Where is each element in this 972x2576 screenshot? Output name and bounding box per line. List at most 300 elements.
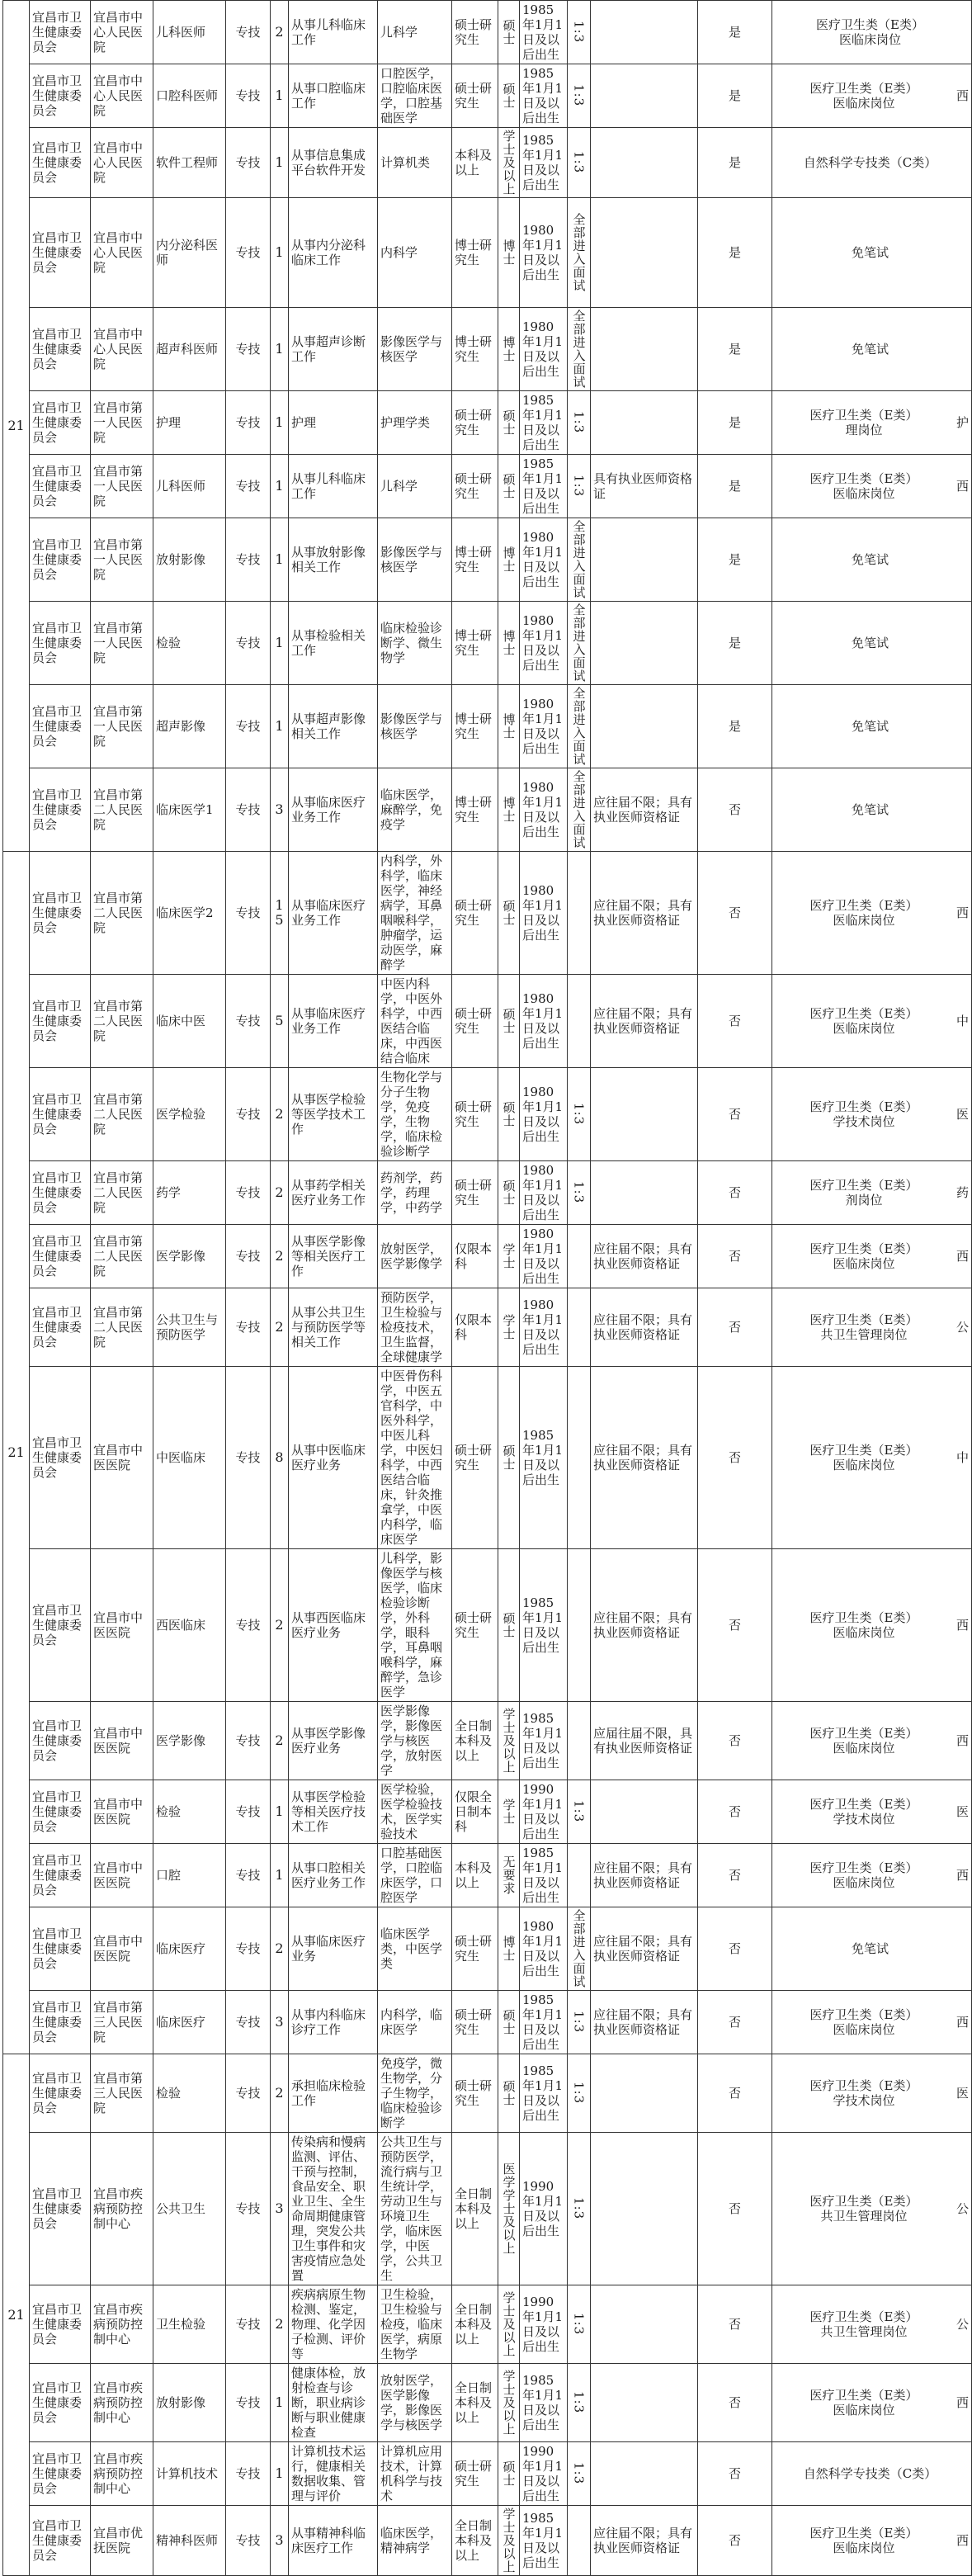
employer-cell: 宜昌市中医医院 xyxy=(91,1367,153,1549)
table-body xyxy=(3,1,972,2576)
age-limit-cell: 1985年1月1日及以后出生 xyxy=(520,128,568,198)
education-cell: 博士研究生 xyxy=(452,768,498,852)
interview-ratio-cell: 1:3 xyxy=(568,2364,591,2442)
degree-cell: 学士及以上 xyxy=(498,2506,520,2576)
post-name-cell: 口腔 xyxy=(153,1844,226,1907)
age-limit-cell: 1985年1月1日及以后出生 xyxy=(520,1367,568,1549)
major-cell: 影像医学与核医学 xyxy=(378,518,452,602)
table-row xyxy=(3,518,972,602)
exam-subcategory-mark: 医 xyxy=(956,1804,970,1819)
degree-cell: 博士 xyxy=(498,685,520,768)
degree-cell: 硕士 xyxy=(498,2442,520,2506)
competent-dept-cell: 宜昌市卫生健康委员会 xyxy=(30,2506,91,2576)
quota-cell: 1 xyxy=(271,602,289,685)
exam-category-cell xyxy=(772,1,972,64)
exam-category-line: 医临床岗位 xyxy=(833,913,895,928)
age-limit-cell: 1980年1月1日及以后出生 xyxy=(520,768,568,852)
major-cell: 儿科学 xyxy=(378,1,452,64)
other-requirements-cell xyxy=(591,2442,698,2506)
major-cell: 公共卫生与预防医学，流行病与卫生统计学，劳动卫生与环境卫生学，临床医学，中医学，公共卫生 xyxy=(378,2133,452,2285)
exam-category-cell xyxy=(772,2285,972,2364)
employer-cell: 宜昌市第二人民医院 xyxy=(91,1288,153,1367)
fresh-grad-flag-cell: 否 xyxy=(698,2442,772,2506)
age-limit-cell: 1985年1月1日及以后出生 xyxy=(520,1991,568,2054)
interview-ratio-cell: 全部进入面试 xyxy=(568,518,591,602)
exam-category-line: 医疗卫生类（E类） xyxy=(809,1178,918,1193)
interview-ratio-cell: 1:3 xyxy=(568,1161,591,1225)
age-limit-cell: 1980年1月1日及以后出生 xyxy=(520,308,568,391)
degree-cell: 硕士 xyxy=(498,391,520,455)
education-cell: 硕士研究生 xyxy=(452,1,498,64)
interview-ratio-cell xyxy=(568,2506,591,2576)
exam-subcategory-mark: 护 xyxy=(956,415,970,430)
competent-dept-cell: 宜昌市卫生健康委员会 xyxy=(30,685,91,768)
major-cell: 口腔医学，口腔临床医学，口腔基础医学 xyxy=(378,64,452,128)
interview-ratio-cell xyxy=(568,1225,591,1288)
degree-cell: 博士 xyxy=(498,518,520,602)
table-row xyxy=(3,852,972,975)
employer-cell: 宜昌市中心人民医院 xyxy=(91,308,153,391)
exam-category-text xyxy=(775,1610,953,1640)
major-cell: 影像医学与核医学 xyxy=(378,685,452,768)
other-requirements-cell: 应往届不限；具有执业医师资格证 xyxy=(591,1991,698,2054)
exam-category-line: 自然科学专技类（C类） xyxy=(803,2466,937,2481)
fresh-grad-flag-cell: 否 xyxy=(698,768,772,852)
job-duties-cell: 从事临床医疗业务工作 xyxy=(289,768,378,852)
competent-dept-cell: 宜昌市卫生健康委员会 xyxy=(30,768,91,852)
major-cell: 内科学 xyxy=(378,198,452,308)
degree-cell: 学士及以上 xyxy=(498,2285,520,2364)
job-duties-cell: 从事精神科临床医疗工作 xyxy=(289,2506,378,2576)
employer-cell: 宜昌市第二人民医院 xyxy=(91,975,153,1068)
employer-cell: 宜昌市中医医院 xyxy=(91,1780,153,1844)
age-limit-cell: 1980年1月1日及以后出生 xyxy=(520,1907,568,1991)
employer-cell: 宜昌市第三人民医院 xyxy=(91,2054,153,2133)
exam-category-cell xyxy=(772,198,972,308)
exam-category-line: 医疗卫生类（E类） xyxy=(809,408,918,423)
other-requirements-cell xyxy=(591,602,698,685)
employer-cell: 宜昌市中医医院 xyxy=(91,1844,153,1907)
exam-category-line: 医临床岗位 xyxy=(833,486,895,501)
fresh-grad-flag-cell: 否 xyxy=(698,2285,772,2364)
other-requirements-cell: 应往届不限；具有执业医师资格证 xyxy=(591,852,698,975)
quota-cell: 1 xyxy=(271,518,289,602)
table-row xyxy=(3,975,972,1068)
fresh-grad-flag-cell: 是 xyxy=(698,198,772,308)
quota-cell: 1 xyxy=(271,685,289,768)
exam-category-cell xyxy=(772,852,972,975)
degree-cell: 无要求 xyxy=(498,1844,520,1907)
other-requirements-cell xyxy=(591,518,698,602)
job-duties-cell: 从事信息集成平台软件开发 xyxy=(289,128,378,198)
degree-cell: 学士 xyxy=(498,1225,520,1288)
employer-cell: 宜昌市第一人民医院 xyxy=(91,455,153,518)
age-limit-cell: 1985年1月1日及以后出生 xyxy=(520,1,568,64)
employer-cell: 宜昌市第二人民医院 xyxy=(91,768,153,852)
job-duties-cell: 从事临床医疗业务工作 xyxy=(289,975,378,1068)
fresh-grad-flag-cell: 否 xyxy=(698,1161,772,1225)
post-type-cell: 专技 xyxy=(226,1549,271,1702)
interview-ratio-cell: 全部进入面试 xyxy=(568,308,591,391)
other-requirements-cell: 具有执业医师资格证 xyxy=(591,455,698,518)
major-cell: 药剂学，药学，药理学，中药学 xyxy=(378,1161,452,1225)
major-cell: 医学影像学，影像医学与核医学，放射医学 xyxy=(378,1702,452,1780)
other-requirements-cell: 应往届不限；具有执业医师资格证 xyxy=(591,1844,698,1907)
competent-dept-cell: 宜昌市卫生健康委员会 xyxy=(30,1907,91,1991)
exam-category-line: 医疗卫生类（E类） xyxy=(809,1797,918,1812)
education-cell: 硕士研究生 xyxy=(452,852,498,975)
exam-category-cell xyxy=(772,975,972,1068)
education-cell: 仅限本科 xyxy=(452,1288,498,1367)
major-cell: 免疫学，微生物学，分子生物学，临床检验诊断学 xyxy=(378,2054,452,2133)
table-row xyxy=(3,1702,972,1780)
competent-dept-cell: 宜昌市卫生健康委员会 xyxy=(30,1844,91,1907)
job-duties-cell: 疾病病原生物检测、鉴定，物理、化学因子检测、评价等 xyxy=(289,2285,378,2364)
post-type-cell: 专技 xyxy=(226,1702,271,1780)
other-requirements-cell xyxy=(591,1780,698,1844)
exam-category-line: 医疗卫生类（E类） xyxy=(809,1610,918,1625)
major-cell: 临床医学，麻醉学，免疫学 xyxy=(378,768,452,852)
age-limit-cell: 1980年1月1日及以后出生 xyxy=(520,975,568,1068)
quota-cell: 1 xyxy=(271,1780,289,1844)
education-cell: 全日制本科及以上 xyxy=(452,2506,498,2576)
education-cell: 硕士研究生 xyxy=(452,1367,498,1549)
exam-category-text xyxy=(775,342,965,357)
other-requirements-cell xyxy=(591,2133,698,2285)
education-cell: 硕士研究生 xyxy=(452,391,498,455)
competent-dept-cell: 宜昌市卫生健康委员会 xyxy=(30,1288,91,1367)
other-requirements-cell: 应往届不限；具有执业医师资格证 xyxy=(591,1549,698,1702)
job-duties-cell: 从事口腔相关医疗业务工作 xyxy=(289,1844,378,1907)
job-duties-cell: 从事超声诊断工作 xyxy=(289,308,378,391)
exam-category-text xyxy=(775,2007,953,2037)
exam-category-line: 医疗卫生类（E类） xyxy=(809,1241,918,1256)
table-row xyxy=(3,1549,972,1702)
exam-subcategory-mark: 西 xyxy=(956,905,970,920)
exam-category-text xyxy=(775,1178,953,1208)
degree-cell: 硕士 xyxy=(498,852,520,975)
quota-cell: 5 xyxy=(271,975,289,1068)
fresh-grad-flag-cell: 是 xyxy=(698,518,772,602)
table-row xyxy=(3,1907,972,1991)
post-name-cell: 儿科医师 xyxy=(153,455,226,518)
job-duties-cell: 从事儿科临床工作 xyxy=(289,455,378,518)
age-limit-cell: 1980年1月1日及以后出生 xyxy=(520,1161,568,1225)
job-duties-cell: 从事内科临床诊疗工作 xyxy=(289,1991,378,2054)
education-cell: 硕士研究生 xyxy=(452,455,498,518)
employer-cell: 宜昌市中心人民医院 xyxy=(91,64,153,128)
fresh-grad-flag-cell: 是 xyxy=(698,1,772,64)
post-name-cell: 医学影像 xyxy=(153,1225,226,1288)
other-requirements-cell xyxy=(591,1,698,64)
fresh-grad-flag-cell: 否 xyxy=(698,852,772,975)
major-cell: 预防医学，卫生检验与检疫技术，卫生监督，全球健康学 xyxy=(378,1288,452,1367)
degree-cell: 硕士 xyxy=(498,1068,520,1161)
education-cell: 硕士研究生 xyxy=(452,2442,498,2506)
degree-cell: 学士 xyxy=(498,1288,520,1367)
degree-cell: 硕士 xyxy=(498,64,520,128)
job-duties-cell: 传染病和慢病监测、评估、干预与控制，食品安全、职业卫生、全生命周期健康管理，突发公共卫生事件和灾害疫情应急处置 xyxy=(289,2133,378,2285)
exam-subcategory-mark: 医 xyxy=(956,2086,970,2101)
post-name-cell: 护理 xyxy=(153,391,226,455)
competent-dept-cell: 宜昌市卫生健康委员会 xyxy=(30,1702,91,1780)
education-cell: 硕士研究生 xyxy=(452,64,498,128)
quota-cell: 2 xyxy=(271,1225,289,1288)
fresh-grad-flag-cell: 是 xyxy=(698,602,772,685)
exam-category-text xyxy=(775,1099,953,1129)
major-cell: 中医内科学，中医外科学，中西医结合临床，中西医结合临床 xyxy=(378,975,452,1068)
competent-dept-cell: 宜昌市卫生健康委员会 xyxy=(30,128,91,198)
post-name-cell: 临床医疗 xyxy=(153,1907,226,1991)
employer-cell: 宜昌市第一人民医院 xyxy=(91,391,153,455)
exam-subcategory-mark: 中 xyxy=(956,1450,970,1465)
interview-ratio-cell: 1:3 xyxy=(568,128,591,198)
interview-ratio-cell xyxy=(568,975,591,1068)
education-cell: 全日制本科及以上 xyxy=(452,2285,498,2364)
post-name-cell: 精神科医师 xyxy=(153,2506,226,2576)
fresh-grad-flag-cell: 否 xyxy=(698,2364,772,2442)
post-type-cell: 专技 xyxy=(226,1907,271,1991)
group-number: 21 xyxy=(3,2054,30,2576)
exam-subcategory-mark: 西 xyxy=(956,88,970,103)
education-cell: 全日制本科及以上 xyxy=(452,1702,498,1780)
interview-ratio-cell: 1:3 xyxy=(568,2133,591,2285)
exam-subcategory-mark: 西 xyxy=(956,2015,970,2030)
education-cell: 博士研究生 xyxy=(452,198,498,308)
table-row xyxy=(3,391,972,455)
exam-category-line: 医疗卫生类（E类） xyxy=(809,2078,918,2093)
exam-subcategory-mark: 公 xyxy=(956,1320,970,1335)
fresh-grad-flag-cell: 否 xyxy=(698,1844,772,1907)
exam-category-line: 医疗卫生类（E类） xyxy=(809,2388,918,2403)
job-duties-cell: 从事放射影像相关工作 xyxy=(289,518,378,602)
exam-category-cell xyxy=(772,1161,972,1225)
exam-category-line: 共卫生管理岗位 xyxy=(820,2209,908,2224)
exam-category-text xyxy=(775,1941,965,1956)
education-cell: 本科及以上 xyxy=(452,128,498,198)
competent-dept-cell: 宜昌市卫生健康委员会 xyxy=(30,518,91,602)
post-name-cell: 检验 xyxy=(153,2054,226,2133)
education-cell: 博士研究生 xyxy=(452,308,498,391)
fresh-grad-flag-cell: 否 xyxy=(698,1288,772,1367)
exam-category-cell xyxy=(772,1907,972,1991)
table-row xyxy=(3,2442,972,2506)
age-limit-cell: 1990年1月1日及以后出生 xyxy=(520,2133,568,2285)
post-type-cell: 专技 xyxy=(226,308,271,391)
other-requirements-cell: 应往届不限；具有执业医师资格证 xyxy=(591,1225,698,1288)
exam-category-line: 医临床岗位 xyxy=(833,1625,895,1640)
employer-cell: 宜昌市第二人民医院 xyxy=(91,1161,153,1225)
exam-category-text xyxy=(775,2466,965,2481)
degree-cell: 硕士 xyxy=(498,1991,520,2054)
table-row xyxy=(3,128,972,198)
major-cell: 儿科学 xyxy=(378,455,452,518)
job-duties-cell: 从事医学检验等医学技术工作 xyxy=(289,1068,378,1161)
exam-category-cell xyxy=(772,2054,972,2133)
degree-cell: 博士 xyxy=(498,198,520,308)
exam-category-line: 医疗卫生类（E类） xyxy=(809,2309,918,2324)
group-number: 21 xyxy=(3,1,30,852)
exam-category-text xyxy=(775,898,953,928)
interview-ratio-cell: 全部进入面试 xyxy=(568,768,591,852)
table-row xyxy=(3,2054,972,2133)
major-cell: 计算机应用技术，计算机科学与技术 xyxy=(378,2442,452,2506)
competent-dept-cell: 宜昌市卫生健康委员会 xyxy=(30,198,91,308)
job-duties-cell: 从事公共卫生与预防医学等相关工作 xyxy=(289,1288,378,1367)
post-type-cell: 专技 xyxy=(226,2054,271,2133)
quota-cell: 1 xyxy=(271,64,289,128)
exam-category-text xyxy=(775,2078,953,2108)
competent-dept-cell: 宜昌市卫生健康委员会 xyxy=(30,1068,91,1161)
competent-dept-cell: 宜昌市卫生健康委员会 xyxy=(30,602,91,685)
interview-ratio-cell: 全部进入面试 xyxy=(568,198,591,308)
age-limit-cell: 1980年1月1日及以后出生 xyxy=(520,198,568,308)
exam-category-line: 医临床岗位 xyxy=(839,32,902,47)
exam-category-cell xyxy=(772,128,972,198)
major-cell: 口腔基础医学，口腔临床医学，口腔医学 xyxy=(378,1844,452,1907)
exam-category-line: 免笔试 xyxy=(852,636,889,650)
employer-cell: 宜昌市中心人民医院 xyxy=(91,128,153,198)
exam-category-cell xyxy=(772,685,972,768)
table-row xyxy=(3,2364,972,2442)
table-row xyxy=(3,1161,972,1225)
education-cell: 硕士研究生 xyxy=(452,1991,498,2054)
job-duties-cell: 从事临床医疗业务工作 xyxy=(289,852,378,975)
interview-ratio-cell: 1:3 xyxy=(568,455,591,518)
post-type-cell: 专技 xyxy=(226,1288,271,1367)
exam-category-text xyxy=(775,1797,953,1827)
major-cell: 影像医学与核医学 xyxy=(378,308,452,391)
exam-category-cell xyxy=(772,1225,972,1288)
exam-category-line: 免笔试 xyxy=(852,552,889,567)
job-duties-cell: 从事超声影像相关工作 xyxy=(289,685,378,768)
degree-cell: 博士 xyxy=(498,602,520,685)
exam-category-line: 学技术岗位 xyxy=(833,1812,895,1827)
exam-category-text xyxy=(775,1726,953,1756)
exam-category-text xyxy=(775,552,965,567)
interview-ratio-cell xyxy=(568,1844,591,1907)
job-duties-cell: 计算机技术运行，健康相关数据收集、管理与评价 xyxy=(289,2442,378,2506)
age-limit-cell: 1980年1月1日及以后出生 xyxy=(520,685,568,768)
exam-category-line: 共卫生管理岗位 xyxy=(820,2324,908,2339)
education-cell: 硕士研究生 xyxy=(452,1161,498,1225)
interview-ratio-cell: 全部进入面试 xyxy=(568,602,591,685)
major-cell: 内科学，外科学，临床医学，神经病学，耳鼻咽喉科学，肿瘤学，运动医学，麻醉学 xyxy=(378,852,452,975)
competent-dept-cell: 宜昌市卫生健康委员会 xyxy=(30,1225,91,1288)
exam-category-text xyxy=(775,1312,953,1342)
degree-cell: 学士及以上 xyxy=(498,1702,520,1780)
competent-dept-cell: 宜昌市卫生健康委员会 xyxy=(30,975,91,1068)
post-name-cell: 临床中医 xyxy=(153,975,226,1068)
fresh-grad-flag-cell: 是 xyxy=(698,64,772,128)
post-type-cell: 专技 xyxy=(226,602,271,685)
exam-category-line: 医临床岗位 xyxy=(833,96,895,111)
post-type-cell: 专技 xyxy=(226,518,271,602)
employer-cell: 宜昌市优抚医院 xyxy=(91,2506,153,2576)
fresh-grad-flag-cell: 否 xyxy=(698,975,772,1068)
post-type-cell: 专技 xyxy=(226,1844,271,1907)
education-cell: 仅限本科 xyxy=(452,1225,498,1288)
other-requirements-cell: 应届往届不限，具有执业医师资格证 xyxy=(591,1702,698,1780)
exam-category-line: 医临床岗位 xyxy=(833,2022,895,2037)
other-requirements-cell: 应往届不限；具有执业医师资格证 xyxy=(591,2506,698,2576)
post-name-cell: 超声影像 xyxy=(153,685,226,768)
employer-cell: 宜昌市中医医院 xyxy=(91,1907,153,1991)
job-duties-cell: 护理 xyxy=(289,391,378,455)
employer-cell: 宜昌市疾病预防控制中心 xyxy=(91,2442,153,2506)
table-row xyxy=(3,1991,972,2054)
other-requirements-cell xyxy=(591,2364,698,2442)
post-type-cell: 专技 xyxy=(226,64,271,128)
recruitment-table xyxy=(2,0,972,2576)
post-type-cell: 专技 xyxy=(226,391,271,455)
interview-ratio-cell: 1:3 xyxy=(568,1780,591,1844)
degree-cell: 医学学士及以上 xyxy=(498,2133,520,2285)
table-row xyxy=(3,1367,972,1549)
major-cell: 临床医学，精神病学 xyxy=(378,2506,452,2576)
employer-cell: 宜昌市疾病预防控制中心 xyxy=(91,2285,153,2364)
post-name-cell: 检验 xyxy=(153,602,226,685)
exam-category-line: 免笔试 xyxy=(852,719,889,734)
exam-subcategory-mark: 公 xyxy=(956,2317,970,2332)
exam-category-cell xyxy=(772,2506,972,2576)
fresh-grad-flag-cell: 否 xyxy=(698,1991,772,2054)
education-cell: 硕士研究生 xyxy=(452,2054,498,2133)
exam-category-cell xyxy=(772,455,972,518)
quota-cell: 1 xyxy=(271,2442,289,2506)
table-row xyxy=(3,685,972,768)
job-duties-cell: 从事内分泌科临床工作 xyxy=(289,198,378,308)
group-number: 21 xyxy=(3,852,30,2054)
exam-category-cell xyxy=(772,1702,972,1780)
competent-dept-cell: 宜昌市卫生健康委员会 xyxy=(30,455,91,518)
table-row xyxy=(3,1780,972,1844)
employer-cell: 宜昌市第一人民医院 xyxy=(91,685,153,768)
post-name-cell: 公共卫生与预防医学 xyxy=(153,1288,226,1367)
fresh-grad-flag-cell: 否 xyxy=(698,1549,772,1702)
age-limit-cell: 1985年1月1日及以后出生 xyxy=(520,2506,568,2576)
education-cell: 全日制本科及以上 xyxy=(452,2364,498,2442)
degree-cell: 硕士 xyxy=(498,1161,520,1225)
exam-category-text xyxy=(775,1241,953,1271)
quota-cell: 3 xyxy=(271,2506,289,2576)
exam-subcategory-mark: 药 xyxy=(956,1185,970,1200)
employer-cell: 宜昌市中心人民医院 xyxy=(91,198,153,308)
exam-category-cell xyxy=(772,602,972,685)
exam-category-line: 医临床岗位 xyxy=(833,1256,895,1271)
age-limit-cell: 1990年1月1日及以后出生 xyxy=(520,2285,568,2364)
table-row xyxy=(3,1225,972,1288)
exam-category-cell xyxy=(772,1780,972,1844)
post-name-cell: 检验 xyxy=(153,1780,226,1844)
table-row xyxy=(3,455,972,518)
age-limit-cell: 1985年1月1日及以后出生 xyxy=(520,64,568,128)
exam-category-line: 学技术岗位 xyxy=(833,2093,895,2108)
post-type-cell: 专技 xyxy=(226,852,271,975)
post-type-cell: 专技 xyxy=(226,768,271,852)
post-type-cell: 专技 xyxy=(226,198,271,308)
exam-category-line: 医疗卫生类（E类） xyxy=(809,1726,918,1741)
interview-ratio-cell: 1:3 xyxy=(568,2285,591,2364)
exam-category-text xyxy=(775,1006,953,1036)
other-requirements-cell xyxy=(591,2054,698,2133)
employer-cell: 宜昌市第一人民医院 xyxy=(91,602,153,685)
degree-cell: 硕士 xyxy=(498,1,520,64)
fresh-grad-flag-cell: 是 xyxy=(698,685,772,768)
degree-cell: 硕士 xyxy=(498,1549,520,1702)
post-type-cell: 专技 xyxy=(226,2133,271,2285)
exam-category-cell xyxy=(772,518,972,602)
